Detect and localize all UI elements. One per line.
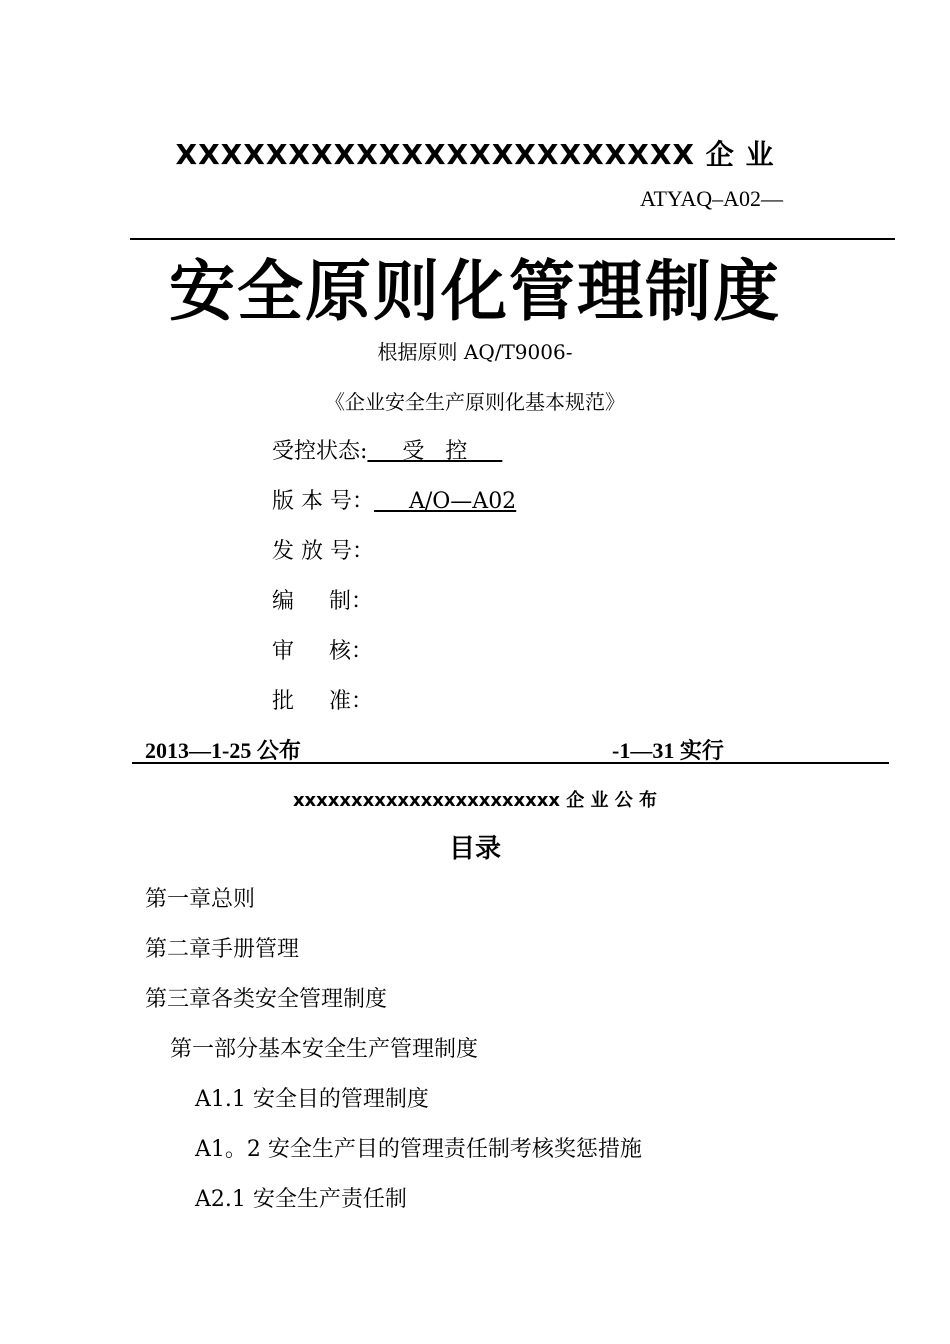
toc-item[interactable]: 第三章各类安全管理制度 xyxy=(145,987,388,1012)
toc-item[interactable]: 第一章总则 xyxy=(145,887,256,912)
document-title: 安全原则化管理制度 xyxy=(169,253,781,330)
toc-item[interactable]: 第一部分基本安全生产管理制度 xyxy=(170,1037,479,1062)
field-approved-by xyxy=(272,684,373,715)
toc-item[interactable]: 第二章手册管理 xyxy=(145,937,300,962)
field-value: 受 控 xyxy=(367,439,503,464)
toc-item[interactable]: A1.1 安全目的管理制度 xyxy=(195,1087,429,1112)
field-label: 版 本 号： xyxy=(272,489,374,514)
field-label: 批 准： xyxy=(272,689,373,714)
field-version xyxy=(272,484,516,515)
field-issue-number xyxy=(272,534,374,565)
field-compiled-by xyxy=(272,584,373,615)
field-label: 编 制： xyxy=(272,589,373,614)
field-label: 审 核： xyxy=(272,639,373,664)
bottom-divider xyxy=(132,762,889,764)
field-label: 受控状态: xyxy=(272,439,368,464)
field-reviewed-by xyxy=(272,634,373,665)
standard-name: 《企业安全生产原则化基本规范》 xyxy=(325,390,625,414)
publisher: xxxxxxxxxxxxxxxxxxxxxxx 企 业 公 布 xyxy=(292,790,658,811)
effective-date: -1—31 实行 xyxy=(612,738,724,763)
toc-title: 目录 xyxy=(448,834,501,864)
toc-item[interactable]: A2.1 安全生产责任制 xyxy=(195,1187,407,1212)
field-label: 发 放 号： xyxy=(272,539,374,564)
field-control-status xyxy=(272,434,502,465)
document-code: ATYAQ–A02— xyxy=(640,186,783,211)
standard-reference: 根据原则 AQ/T9006- xyxy=(377,340,573,364)
field-value: A/O—A02 xyxy=(374,489,517,514)
publish-date: 2013—1-25 公布 xyxy=(145,738,301,763)
toc-item[interactable]: A1。2 安全生产目的管理责任制考核奖惩措施 xyxy=(195,1137,642,1162)
company-title: XXXXXXXXXXXXXXXXXXXXXXX 企 业 xyxy=(175,138,775,171)
